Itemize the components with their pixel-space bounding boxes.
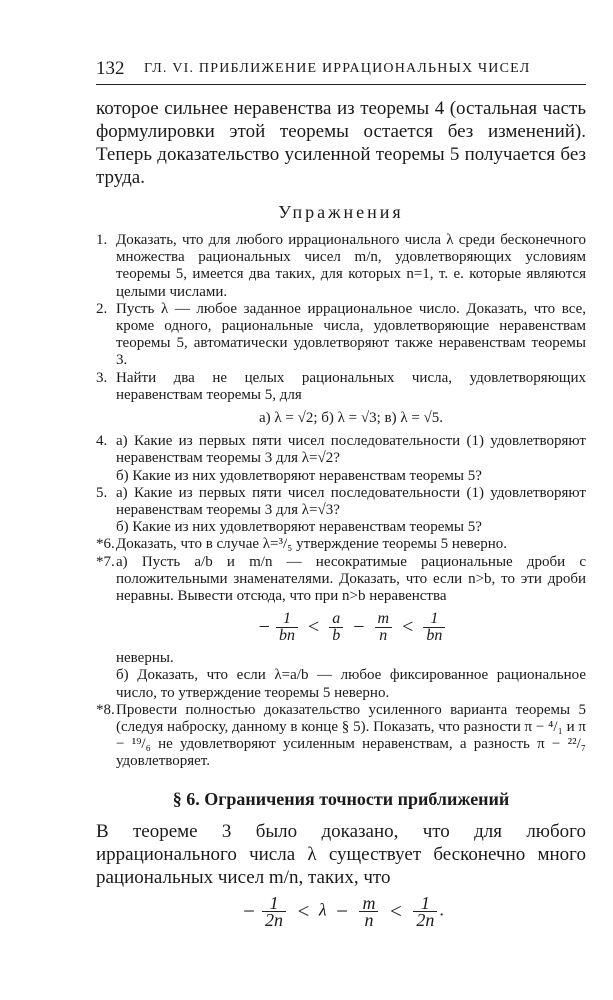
numerator: m: [359, 895, 378, 912]
formula-lt: <: [297, 898, 310, 923]
numerator: m: [375, 611, 393, 628]
exercise-number: *8.: [96, 701, 115, 718]
exercise-7b: б) Доказать, что если λ=a/b — любое фиксированное рациональное число, то утверждение теоремы 5 неверно.: [116, 667, 586, 701]
denominator: bn: [278, 627, 295, 645]
numerator: 1: [262, 895, 286, 912]
exercise-number: 1.: [96, 232, 108, 248]
fraction: [262, 892, 286, 930]
formula-minus: −: [258, 616, 270, 639]
exercise-5: [96, 485, 586, 537]
running-title: ГЛ. VI. ПРИБЛИЖЕНИЕ ИРРАЦИОНАЛЬНЫХ ЧИСЕЛ: [144, 61, 531, 76]
exercise-text: Провести полностью доказательство усиленного варианта теоремы 5 (следуя наброску, данному в конце § 5). Показать, что разности π − ⁴/₁ и π − ¹⁹/₆ не удовлетворяют усиленным неравенствам, а разность π − ²²/₇ удовлетворяет.: [116, 701, 586, 770]
exercise-4a: а) Какие из первых пяти чисел последовательности (1) удовлетворяют неравенствам теоремы 3 для λ=√2?: [116, 433, 586, 467]
denominator: b: [332, 627, 341, 645]
running-header: [96, 58, 586, 85]
exercise-1: [96, 232, 586, 301]
fraction: [423, 611, 445, 644]
fraction: [375, 611, 393, 644]
exercise-number: *7.: [96, 553, 115, 570]
exercise-4b: б) Какие из них удовлетворяют неравенствам теоремы 5?: [116, 467, 482, 484]
denominator: 2n: [265, 909, 283, 930]
exercise-6: [96, 536, 586, 553]
numerator: a: [329, 611, 343, 628]
section-6-paragraph: В теореме 3 было доказано, что для любого иррационального числа λ существует бесконечно много рациональных чисел m/n, таких, что: [96, 820, 586, 888]
formula-lt: <: [307, 616, 320, 639]
exercise-text: Доказать, что для любого иррационального числа λ среди бесконечного множества рациональных чисел m/n, удовлетворяющих условиям теоремы 5, имеется два таких, для которых n=1, т. е. которые являются целыми числами.: [116, 232, 586, 300]
numerator: 1: [423, 611, 445, 628]
numerator: 1: [276, 611, 298, 628]
exercise-number: *6.: [96, 536, 115, 553]
book-page: [96, 58, 586, 928]
section-6-formula: [96, 892, 586, 930]
denominator: 2n: [416, 909, 435, 930]
exercise-5a: а) Какие из первых пяти чисел последовательности (1) удовлетворяют неравенствам теоремы 3 для λ=√3?: [116, 484, 586, 519]
exercise-3-formula: а) λ = √2; б) λ = √3; в) λ = √5.: [258, 410, 444, 427]
exercise-7: [96, 554, 586, 702]
page-number: 132: [96, 58, 125, 79]
exercise-4: [96, 433, 586, 485]
exercise-2: [96, 301, 586, 370]
fraction: [329, 611, 343, 644]
exercises-heading: Упражнения: [278, 202, 404, 222]
formula-minus: −: [353, 616, 365, 639]
exercise-number: 3.: [96, 369, 108, 386]
exercise-number: 2.: [96, 300, 108, 317]
formula-minus: −: [243, 898, 255, 923]
exercise-text: Доказать, что в случае λ=³/₅ утверждение теоремы 5 неверно.: [116, 536, 508, 553]
intro-paragraph: которое сильнее неравенства из теоремы 4 (остальная часть формулировки этой теоремы остается без изменений). Теперь доказательство усиленной теоремы 5 получается без труда.: [96, 98, 586, 188]
exercise-text: Пусть λ — любое заданное иррациональное число. Доказать, что все, кроме одного, рациональные числа, удовлетворяющие неравенствам теоремы 5, автоматически удовлетворяют также неравенствам теоремы 3.: [116, 300, 586, 369]
formula-lambda: λ: [318, 899, 327, 920]
exercise-3: [96, 370, 586, 428]
section-6-heading: § 6. Ограничения точности приближений: [172, 788, 510, 809]
exercise-7-formula: [116, 611, 586, 644]
denominator: bn: [426, 627, 443, 645]
fraction: [413, 892, 437, 930]
exercise-number: 4.: [96, 433, 108, 450]
denominator: n: [379, 627, 388, 645]
fraction: [359, 892, 378, 930]
fraction: [276, 611, 298, 644]
exercise-text: Найти два не целых рациональных числа, удовлетворяющих неравенствам теоремы 5, для: [116, 369, 586, 403]
numerator: 1: [413, 895, 437, 912]
denominator: n: [364, 909, 374, 930]
exercise-5b: б) Какие из них удовлетворяют неравенствам теоремы 5?: [116, 519, 482, 536]
formula-minus: −: [336, 898, 348, 923]
exercise-7a: а) Пусть a/b и m/n — несократимые рациональные дроби с положительными знаменателями. Доказать, что если n>b, то эти дроби неравны. Вывести отсюда, что при n>b неравенства: [116, 553, 586, 605]
exercise-8: [96, 702, 586, 771]
exercise-7a-end: неверны.: [116, 650, 174, 667]
formula-lt: <: [389, 898, 402, 923]
formula-lt: <: [402, 616, 414, 639]
exercise-number: 5.: [96, 484, 108, 501]
formula-period: .: [439, 899, 444, 920]
